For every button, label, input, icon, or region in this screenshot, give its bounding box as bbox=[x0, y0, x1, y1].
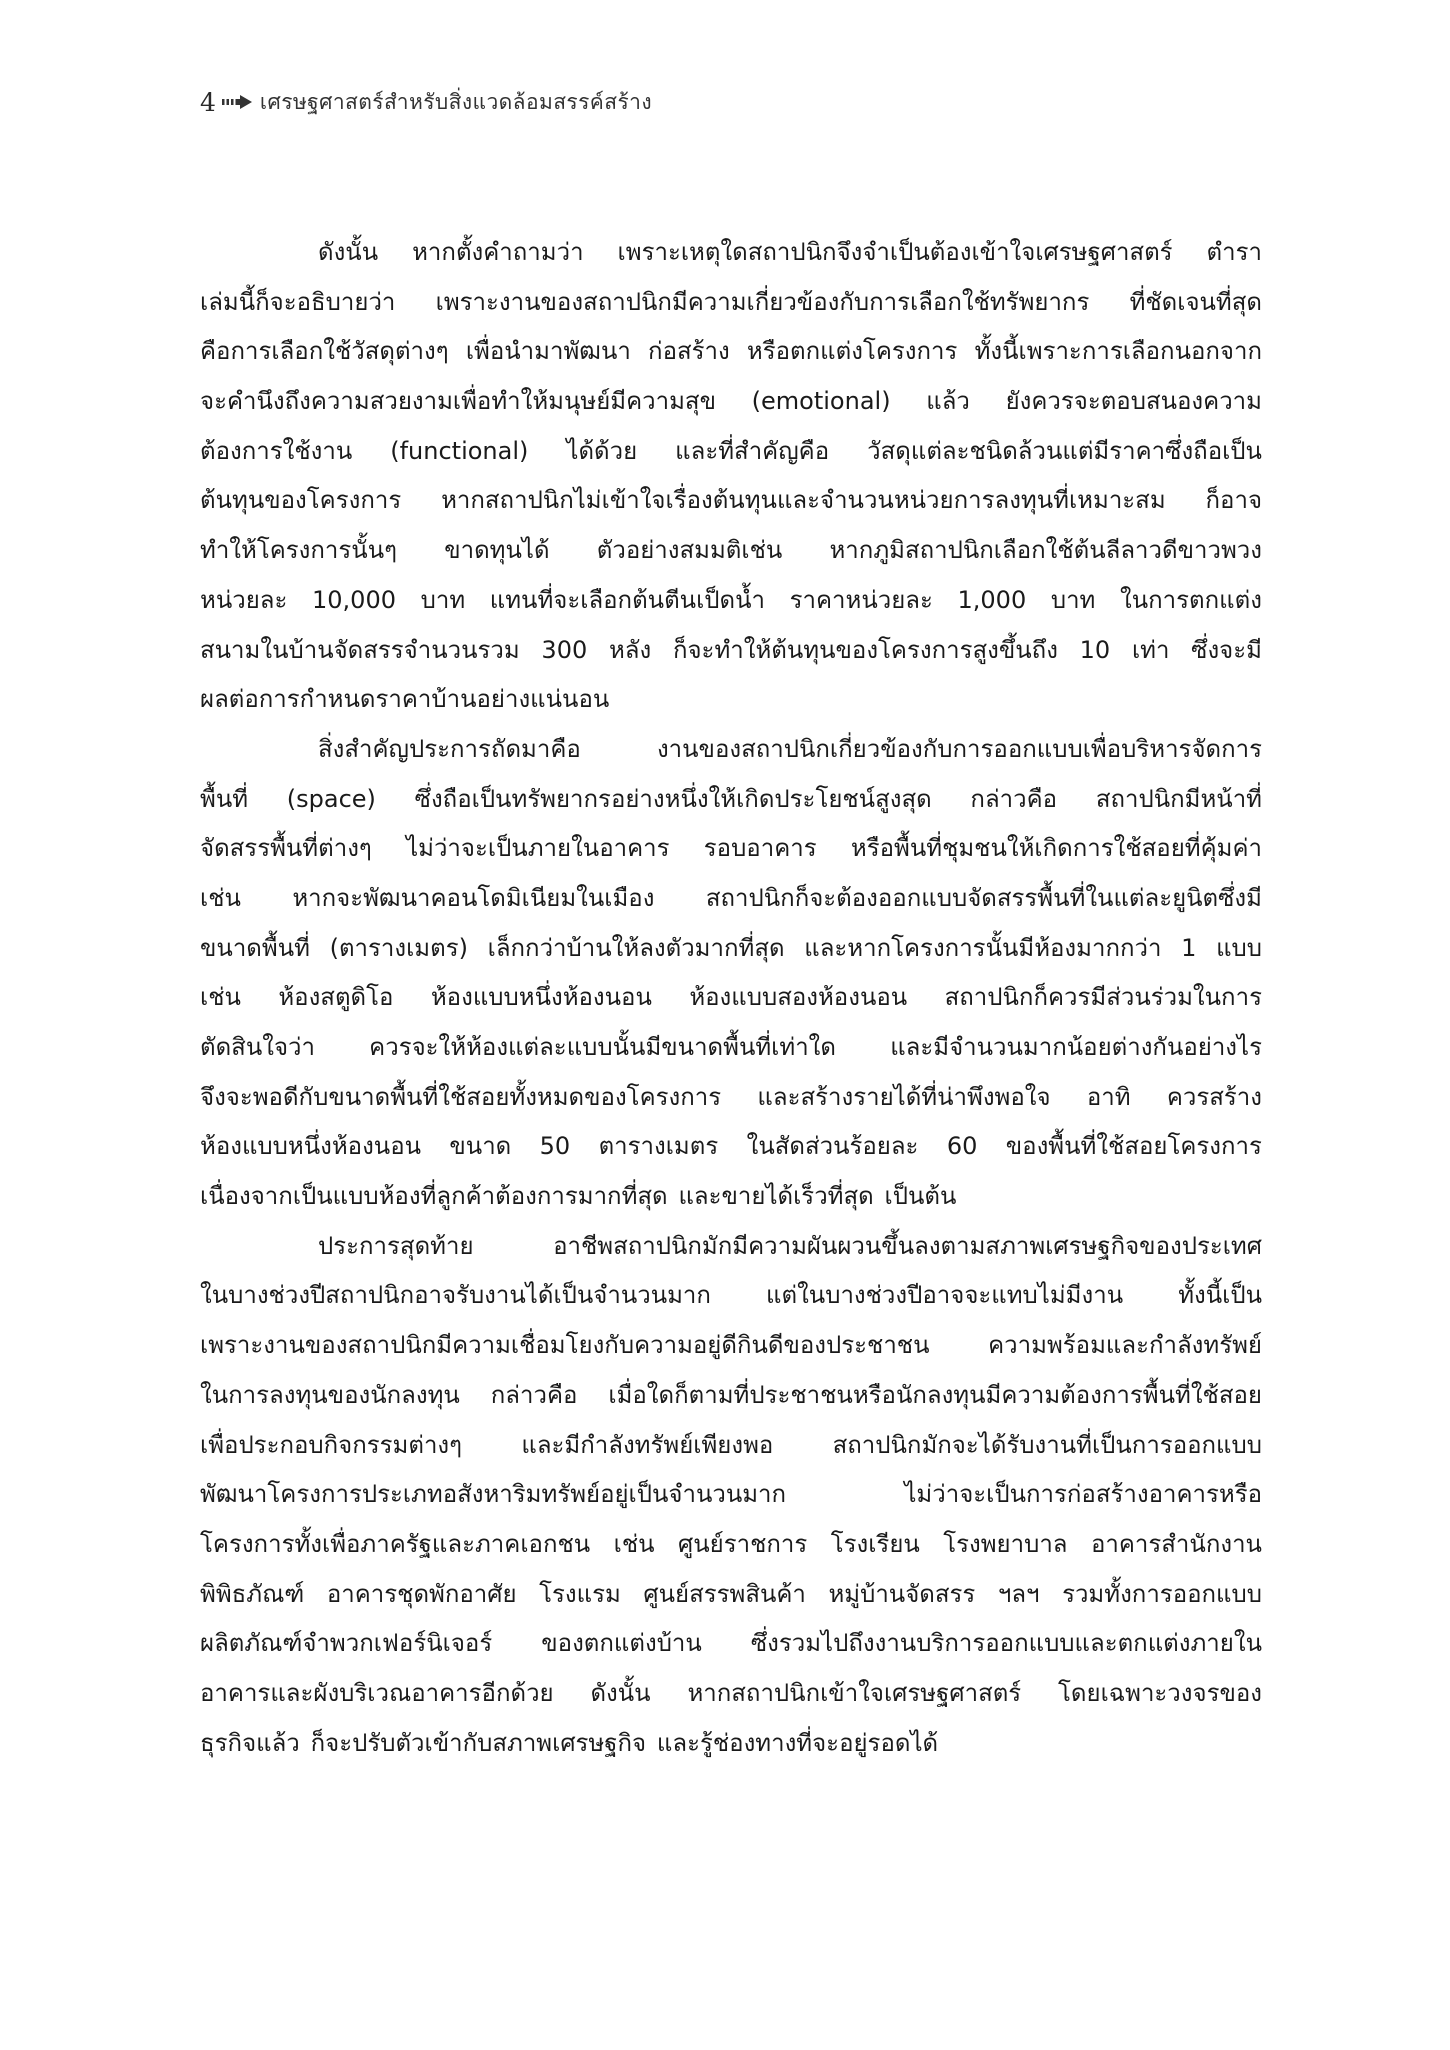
text-line: เพราะงานของสถาปนิกมีความเชื่อมโยงกับความอยู่ดีกินดีของประชาชน ความพร้อมและกำลังทรัพย์ bbox=[200, 1331, 1262, 1360]
page-number: 4 bbox=[200, 87, 216, 117]
text-line: ต้นทุนของโครงการ หากสถาปนิกไม่เข้าใจเรื่องต้นทุนและจำนวนหน่วยการลงทุนที่เหมาะสม ก็อาจ bbox=[200, 486, 1262, 515]
text-line: จะคำนึงถึงความสวยงามเพื่อทำให้มนุษย์มีความสุข (emotional) แล้ว ยังควรจะตอบสนองความ bbox=[200, 387, 1262, 416]
body-text bbox=[200, 228, 1262, 1768]
text-line: โครงการทั้งเพื่อภาครัฐและภาคเอกชน เช่น ศูนย์ราชการ โรงเรียน โรงพยาบาล อาคารสำนักงาน bbox=[200, 1529, 1262, 1558]
text-line: ห้องแบบหนึ่งห้องนอน ขนาด 50 ตารางเมตร ในสัดส่วนร้อยละ 60 ของพื้นที่ใช้สอยโครงการ bbox=[200, 1132, 1262, 1161]
text-line: ผลต่อการกำหนดราคาบ้านอย่างแน่นอน bbox=[200, 685, 610, 714]
text-line: ขนาดพื้นที่ (ตารางเมตร) เล็กกว่าบ้านให้ลงตัวมากที่สุด และหากโครงการนั้นมีห้องมากกว่า 1 แบบ bbox=[200, 933, 1262, 962]
text-line: จึงจะพอดีกับขนาดพื้นที่ใช้สอยทั้งหมดของโครงการ และสร้างรายได้ที่น่าพึงพอใจ อาทิ ควรสร้าง bbox=[200, 1082, 1262, 1111]
paragraph bbox=[200, 1222, 1262, 1769]
text-line: ต้องการใช้งาน (functional) ได้ด้วย และที่สำคัญคือ วัสดุแต่ละชนิดล้วนแต่มีราคาซึ่งถือเป็น bbox=[200, 436, 1262, 465]
text-line: ผลิตภัณฑ์จำพวกเฟอร์นิเจอร์ ของตกแต่งบ้าน ซึ่งรวมไปถึงงานบริการออกแบบและตกแต่งภายใน bbox=[200, 1629, 1262, 1658]
text-line: ทำให้โครงการนั้นๆ ขาดทุนได้ ตัวอย่างสมมติเช่น หากภูมิสถาปนิกเลือกใช้ต้นลีลาวดีขาวพวง bbox=[200, 536, 1262, 565]
arrow-right-icon bbox=[222, 95, 252, 109]
text-line: เช่น ห้องสตูดิโอ ห้องแบบหนึ่งห้องนอน ห้องแบบสองห้องนอน สถาปนิกก็ควรมีส่วนร่วมในการ bbox=[200, 983, 1262, 1012]
text-line: ธุรกิจแล้ว ก็จะปรับตัวเข้ากับสภาพเศรษฐกิจ และรู้ช่องทางที่จะอยู่รอดได้ bbox=[200, 1728, 939, 1757]
text-line: พื้นที่ (space) ซึ่งถือเป็นทรัพยากรอย่างหนึ่งให้เกิดประโยชน์สูงสุด กล่าวคือ สถาปนิกมีหน้าที่ bbox=[200, 784, 1262, 813]
text-line: อาคารและผังบริเวณอาคารอีกด้วย ดังนั้น หากสถาปนิกเข้าใจเศรษฐศาสตร์ โดยเฉพาะวงจรของ bbox=[200, 1678, 1262, 1707]
text-line: เช่น หากจะพัฒนาคอนโดมิเนียมในเมือง สถาปนิกก็จะต้องออกแบบจัดสรรพื้นที่ในแต่ละยูนิตซึ่งมี bbox=[200, 883, 1262, 912]
text-line: ดังนั้น หากตั้งคำถามว่า เพราะเหตุใดสถาปนิกจึงจำเป็นต้องเข้าใจเศรษฐศาสตร์ ตำรา bbox=[318, 238, 1262, 266]
text-line: พิพิธภัณฑ์ อาคารชุดพักอาศัย โรงแรม ศูนย์สรรพสินค้า หมู่บ้านจัดสรร ฯลฯ รวมทั้งการออกแบบ bbox=[200, 1579, 1262, 1608]
text-line: สนามในบ้านจัดสรรจำนวนรวม 300 หลัง ก็จะทำให้ต้นทุนของโครงการสูงขึ้นถึง 10 เท่า ซึ่งจะมี bbox=[200, 635, 1262, 664]
text-line: หน่วยละ 10,000 บาท แทนที่จะเลือกต้นตีนเป็ดน้ำ ราคาหน่วยละ 1,000 บาท ในการตกแต่ง bbox=[200, 585, 1262, 614]
running-header bbox=[200, 84, 652, 120]
text-line: จัดสรรพื้นที่ต่างๆ ไม่ว่าจะเป็นภายในอาคาร รอบอาคาร หรือพื้นที่ชุมชนให้เกิดการใช้สอยที่คุ้มค่า bbox=[200, 834, 1262, 863]
text-line: พัฒนาโครงการประเภทอสังหาริมทรัพย์อยู่เป็นจำนวนมาก ไม่ว่าจะเป็นการก่อสร้างอาคารหรือ bbox=[200, 1480, 1262, 1509]
text-line: เพื่อประกอบกิจกรรมต่างๆ และมีกำลังทรัพย์เพียงพอ สถาปนิกมักจะได้รับงานที่เป็นการออกแบบ bbox=[200, 1430, 1262, 1459]
text-line: ตัดสินใจว่า ควรจะให้ห้องแต่ละแบบนั้นมีขนาดพื้นที่เท่าใด และมีจำนวนมากน้อยต่างกันอย่างไร bbox=[200, 1033, 1262, 1061]
paragraph bbox=[200, 725, 1262, 1222]
paragraph bbox=[200, 228, 1262, 725]
text-line: เนื่องจากเป็นแบบห้องที่ลูกค้าต้องการมากที่สุด และขายได้เร็วที่สุด เป็นต้น bbox=[200, 1182, 957, 1211]
text-line: ในบางช่วงปีสถาปนิกอาจรับงานได้เป็นจำนวนมาก แต่ในบางช่วงปีอาจจะแทบไม่มีงาน ทั้งนี้เป็น bbox=[200, 1281, 1262, 1310]
text-line: ประการสุดท้าย อาชีพสถาปนิกมักมีความผันผวนขึ้นลงตามสภาพเศรษฐกิจของประเทศ bbox=[318, 1231, 1262, 1260]
text-line: เล่มนี้ก็จะอธิบายว่า เพราะงานของสถาปนิกมีความเกี่ยวข้องกับการเลือกใช้ทรัพยากร ที่ชัดเจนที่สุด bbox=[200, 287, 1262, 316]
running-header-title: เศรษฐศาสตร์สำหรับสิ่งแวดล้อมสรรค์สร้าง bbox=[259, 89, 652, 114]
text-line: คือการเลือกใช้วัสดุต่างๆ เพื่อนำมาพัฒนา ก่อสร้าง หรือตกแต่งโครงการ ทั้งนี้เพราะการเลือกนอกจาก bbox=[200, 337, 1262, 366]
text-line: ในการลงทุนของนักลงทุน กล่าวคือ เมื่อใดก็ตามที่ประชาชนหรือนักลงทุนมีความต้องการพื้นที่ใช้สอย bbox=[200, 1380, 1262, 1409]
text-line: สิ่งสำคัญประการถัดมาคือ งานของสถาปนิกเกี่ยวข้องกับการออกแบบเพื่อบริหารจัดการ bbox=[318, 734, 1262, 763]
